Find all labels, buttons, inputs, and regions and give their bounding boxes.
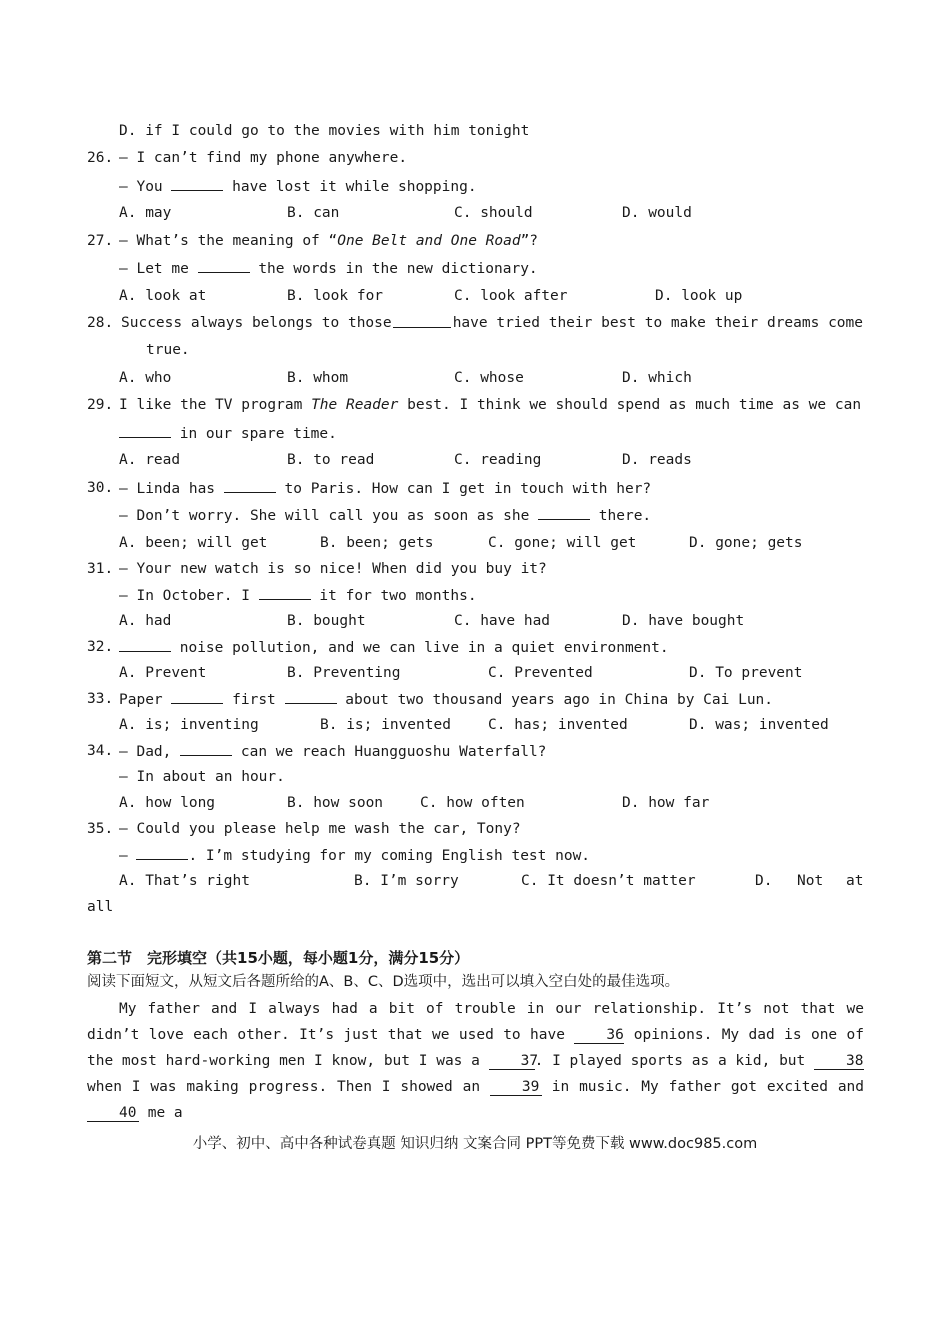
- q30-line2: [119, 505, 651, 526]
- q27-number: 27.: [87, 233, 114, 249]
- q33-number: 33.: [87, 691, 114, 707]
- q27-option-a: A. look at: [119, 288, 207, 304]
- q26-line1: — I can’t find my phone anywhere.: [119, 150, 408, 166]
- q34-option-a: A. how long: [119, 795, 216, 811]
- q27-line2: [119, 258, 538, 279]
- q28-number: 28.: [87, 315, 114, 331]
- q29-line1-start: I like the TV program: [119, 397, 303, 413]
- q30-blank-1: [224, 478, 276, 493]
- passage-text-1: My father and I always had a bit of trouble in our relationship. It’s not that we didn’t love each other. It’s just that we used to have: [87, 1001, 864, 1043]
- q35-line2: [119, 845, 590, 866]
- q31-option-a: A. had: [119, 613, 172, 629]
- q31-line2-end: it for two months.: [319, 588, 477, 604]
- q27-line1-end: ”?: [520, 233, 539, 249]
- q26-option-a: A. may: [119, 205, 172, 221]
- q33-option-c: C. has; invented: [488, 717, 628, 733]
- q32-blank: [119, 637, 171, 652]
- q27-line1: [119, 231, 538, 251]
- q29-line2: [119, 423, 337, 444]
- q26-line2: [119, 176, 477, 197]
- q33-option-a: A. is; inventing: [119, 717, 259, 733]
- q30-option-b: B. been; gets: [320, 535, 434, 551]
- q31-blank: [259, 585, 311, 600]
- q35-option-a: A. That’s right: [119, 873, 250, 889]
- q33-blank-2: [285, 689, 337, 704]
- q33-blank-1: [171, 689, 223, 704]
- q30-number: 30.: [87, 480, 114, 496]
- q35-blank: [136, 845, 188, 860]
- blank-38: 38: [814, 1053, 864, 1070]
- q25-option-d: D. if I could go to the movies with him tonight: [119, 123, 530, 139]
- q32-number: 32.: [87, 639, 114, 655]
- passage-text-5: in music. My father got excited and: [551, 1079, 865, 1095]
- q29-option-b: B. to read: [287, 452, 375, 468]
- q31-line2-start: — In October. I: [119, 588, 250, 604]
- q28-option-c: C. whose: [454, 370, 524, 386]
- q29-option-a: A. read: [119, 452, 181, 468]
- q28-blank: [393, 313, 451, 328]
- q28-option-b: B. whom: [287, 370, 349, 386]
- q30-line1-end: to Paris. How can I get in touch with her?: [284, 481, 652, 497]
- q30-line1-start: — Linda has: [119, 481, 216, 497]
- q33-line1-end: about two thousand years ago in China by Cai Lun.: [345, 692, 774, 708]
- q29-number: 29.: [87, 397, 114, 413]
- q34-line1-end: can we reach Huangguoshu Waterfall?: [240, 744, 547, 760]
- q30-option-d: D. gone; gets: [689, 535, 803, 551]
- q28-option-a: A. who: [119, 370, 172, 386]
- q27-line2-start: — Let me: [119, 261, 189, 277]
- q34-blank: [180, 741, 232, 756]
- blank-37: 37: [489, 1053, 535, 1070]
- q34-option-c: C. how often: [420, 795, 525, 811]
- q31-option-d: D. have bought: [622, 613, 745, 629]
- blank-39: 39: [490, 1079, 542, 1096]
- q30-line2-start: — Don’t worry. She will call you as soon as she: [119, 508, 530, 524]
- q34-option-d: D. how far: [622, 795, 710, 811]
- section-title: 第二节 完形填空（共15小题，每小题1分，满分15分）: [87, 949, 470, 967]
- q30-option-c: C. gone; will get: [488, 535, 637, 551]
- passage-text-4: when I was making progress. Then I showed an: [87, 1079, 481, 1095]
- q34-line1: [119, 741, 546, 762]
- blank-36: 36: [574, 1027, 624, 1044]
- q33-line1-mid: first: [232, 692, 276, 708]
- q30-line1: [119, 478, 651, 499]
- q32-option-d: D. To prevent: [689, 665, 803, 681]
- q30-blank-2: [538, 505, 590, 520]
- q32-line1-end: noise pollution, and we can live in a quiet environment.: [179, 640, 669, 656]
- q30-option-a: A. been; will get: [119, 535, 268, 551]
- q35-option-d-word2: at: [846, 873, 864, 889]
- q27-italic-title: One Belt and One Road: [337, 233, 521, 249]
- q35-option-b: B. I’m sorry: [354, 873, 459, 889]
- q29-blank: [119, 423, 171, 438]
- q34-line1-start: — Dad,: [119, 744, 172, 760]
- q35-line2-end: . I’m studying for my coming English test now.: [188, 848, 591, 864]
- q35-number: 35.: [87, 821, 114, 837]
- page-footer: 小学、初中、高中各种试卷真题 知识归纳 文案合同 PPT等免费下载 www.doc985.com: [192, 1136, 758, 1152]
- q34-number: 34.: [87, 743, 114, 759]
- q35-line2-start: —: [119, 848, 128, 864]
- q26-line2-start: — You: [119, 179, 163, 195]
- q31-option-b: B. bought: [287, 613, 366, 629]
- q26-option-c: C. should: [454, 205, 533, 221]
- q26-blank: [171, 176, 223, 191]
- q33-line1-start: Paper: [119, 692, 163, 708]
- q34-line2: — In about an hour.: [119, 769, 285, 785]
- q33-option-b: B. is; invented: [320, 717, 451, 733]
- q32-option-c: C. Prevented: [488, 665, 593, 681]
- q27-option-b: B. look for: [287, 288, 384, 304]
- q28-line2: true.: [146, 342, 190, 358]
- q28-line1-start: Success always belongs to those: [121, 315, 392, 331]
- q34-option-b: B. how soon: [287, 795, 384, 811]
- q26-option-d: D. would: [622, 205, 692, 221]
- q26-line2-end: have lost it while shopping.: [232, 179, 477, 195]
- q27-option-d: D. look up: [655, 288, 743, 304]
- q35-line1: — Could you please help me wash the car, Tony?: [119, 821, 521, 837]
- q29-option-d: D. reads: [622, 452, 692, 468]
- q31-line2: [119, 585, 477, 606]
- q27-line2-end: the words in the new dictionary.: [258, 261, 538, 277]
- q28-line1: [121, 313, 863, 333]
- q33-line1: [119, 689, 773, 710]
- q27-option-c: C. look after: [454, 288, 568, 304]
- cloze-passage: [87, 996, 864, 1126]
- q31-option-c: C. have had: [454, 613, 551, 629]
- q28-option-d: D. which: [622, 370, 692, 386]
- q35-option-d-word3: all: [87, 899, 114, 915]
- passage-text-3: . I played sports as a kid, but: [534, 1053, 806, 1069]
- q33-option-d: D. was; invented: [689, 717, 829, 733]
- blank-40: 40: [87, 1105, 139, 1122]
- q27-blank: [198, 258, 250, 273]
- q28-line1-end: have tried their best to make their dreams come: [452, 315, 863, 331]
- q29-line1: [119, 395, 861, 415]
- q27-line1-start: — What’s the meaning of “: [119, 233, 338, 249]
- q29-italic-title: The Reader: [311, 397, 399, 413]
- q30-line2-end: there.: [598, 508, 652, 524]
- passage-text-2: opinions. My dad is one of the most hard-working men I know, but I was a: [87, 1027, 864, 1069]
- q31-line1: — Your new watch is so nice! When did you buy it?: [119, 561, 547, 577]
- q29-line2-end: in our spare time.: [179, 426, 337, 442]
- q29-line1-end: best. I think we should spend as much time as we can: [407, 397, 862, 413]
- section-instruction: 阅读下面短文，从短文后各题所给的A、B、C、D选项中，选出可以填入空白处的最佳选项。: [87, 974, 680, 990]
- q29-option-c: C. reading: [454, 452, 542, 468]
- q32-line1: [119, 637, 669, 658]
- q35-option-d-label: D.: [755, 873, 773, 889]
- q32-option-a: A. Prevent: [119, 665, 207, 681]
- passage-text-6: me a: [147, 1105, 183, 1121]
- q26-number: 26.: [87, 150, 114, 166]
- q32-option-b: B. Preventing: [287, 665, 401, 681]
- q26-option-b: B. can: [287, 205, 340, 221]
- q35-option-c: C. It doesn’t matter: [521, 873, 696, 889]
- q31-number: 31.: [87, 561, 114, 577]
- q35-option-d-word1: Not: [797, 873, 824, 889]
